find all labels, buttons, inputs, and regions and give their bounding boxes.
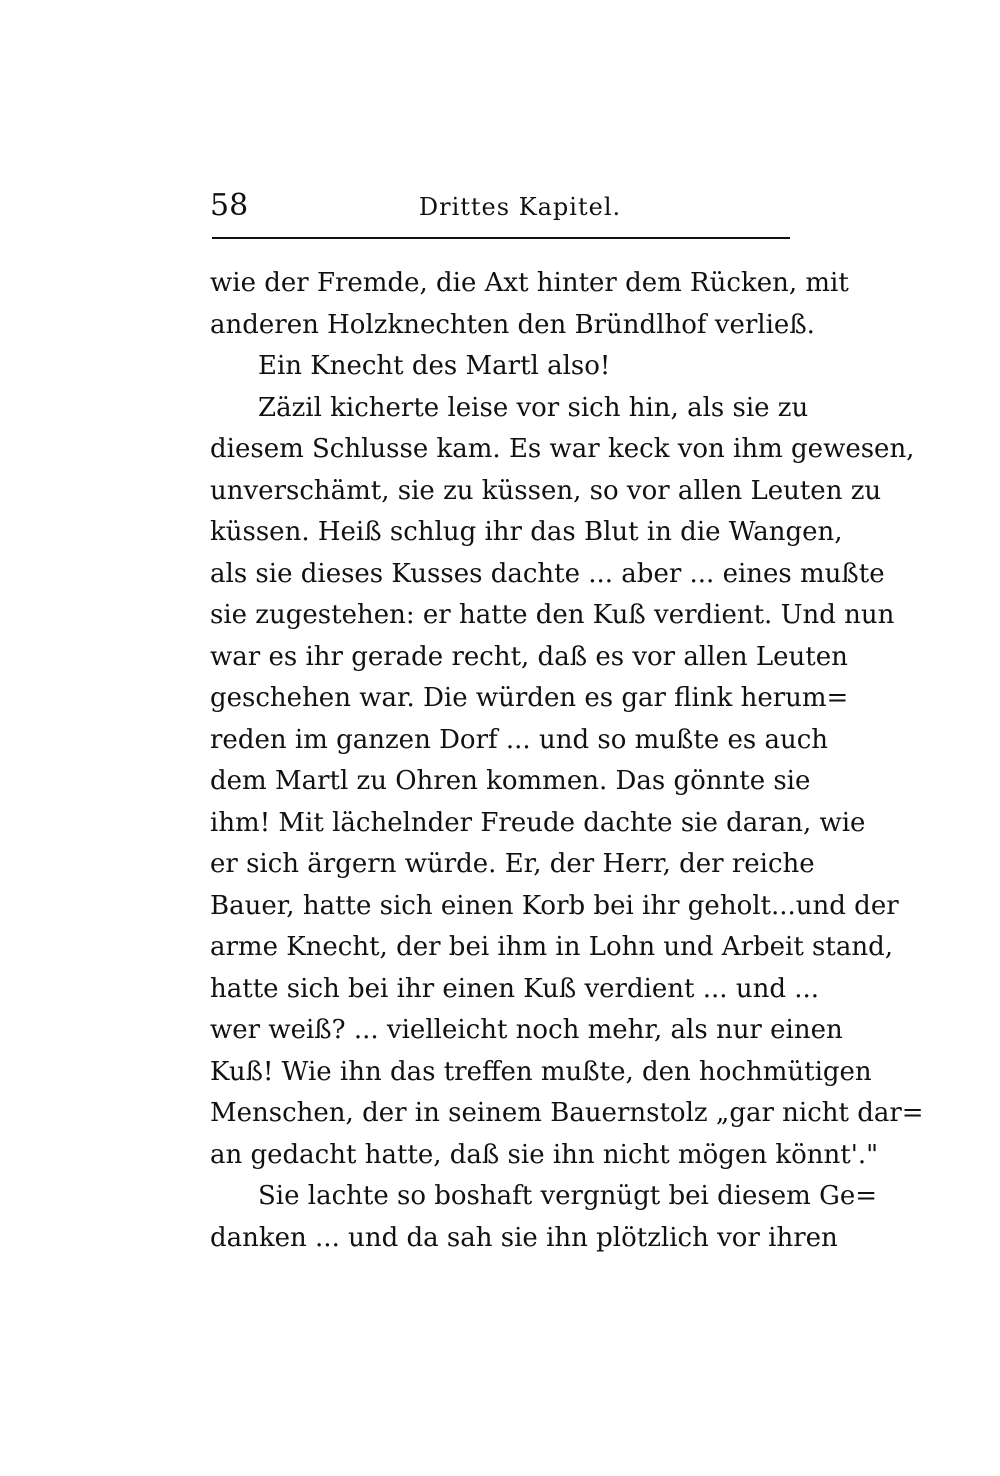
body-text — [210, 263, 924, 1259]
text-line: als sie dieses Kusses dachte ... aber ... eines mußte — [210, 558, 885, 589]
text-line: Zäzil kicherte leise vor sich hin, als sie zu — [258, 392, 809, 423]
text-line: küssen. Heiß schlug ihr das Blut in die Wangen, — [210, 517, 843, 547]
text-line: wie der Fremde, die Axt hinter dem Rücken, mit — [210, 268, 849, 298]
text-line: er sich ärgern würde. Er, der Herr, der reiche — [210, 849, 815, 879]
text-line: anderen Holzknechten den Bründlhof verließ. — [210, 309, 815, 340]
running-head: Drittes Kapitel. — [418, 193, 622, 221]
text-line: war es ihr gerade recht, daß es vor allen Leuten — [210, 641, 848, 672]
text-line: geschehen war. Die würden es gar flink herum= — [210, 683, 849, 713]
text-line: diesem Schlusse kam. Es war keck von ihm gewesen, — [210, 434, 915, 464]
text-line: hatte sich bei ihr einen Kuß verdient ... und ... — [210, 973, 820, 1004]
text-line: an gedacht hatte, daß sie ihn nicht mögen könnt'." — [210, 1139, 879, 1170]
text-line: dem Martl zu Ohren kommen. Das gönnte sie — [210, 766, 811, 796]
text-line: Kuß! Wie ihn das treffen mußte, den hochmütigen — [210, 1056, 872, 1087]
text-line: danken ... und da sah sie ihn plötzlich vor ihren — [210, 1222, 838, 1253]
page-number: 58 — [210, 188, 249, 223]
text-line: unverschämt, sie zu küssen, so vor allen Leuten zu — [210, 475, 882, 506]
text-line: wer weiß? ... vielleicht noch mehr, als nur einen — [210, 1015, 843, 1045]
header-rule — [212, 237, 790, 239]
text-line: sie zugestehen: er hatte den Kuß verdient. Und nun — [210, 600, 895, 630]
text-line: Ein Knecht des Martl also! — [258, 351, 611, 381]
text-line: reden im ganzen Dorf ... und so mußte es auch — [210, 724, 829, 755]
text-line: arme Knecht, der bei ihm in Lohn und Arbeit stand, — [210, 932, 893, 962]
text-line: Menschen, der in seinem Bauernstolz „gar nicht dar= — [210, 1098, 924, 1128]
text-line: Bauer, hatte sich einen Korb bei ihr geholt...und der — [210, 890, 899, 921]
text-line: ihm! Mit lächelnder Freude dachte sie daran, wie — [210, 807, 866, 838]
text-line: Sie lachte so boshaft vergnügt bei diesem Ge= — [258, 1181, 878, 1211]
